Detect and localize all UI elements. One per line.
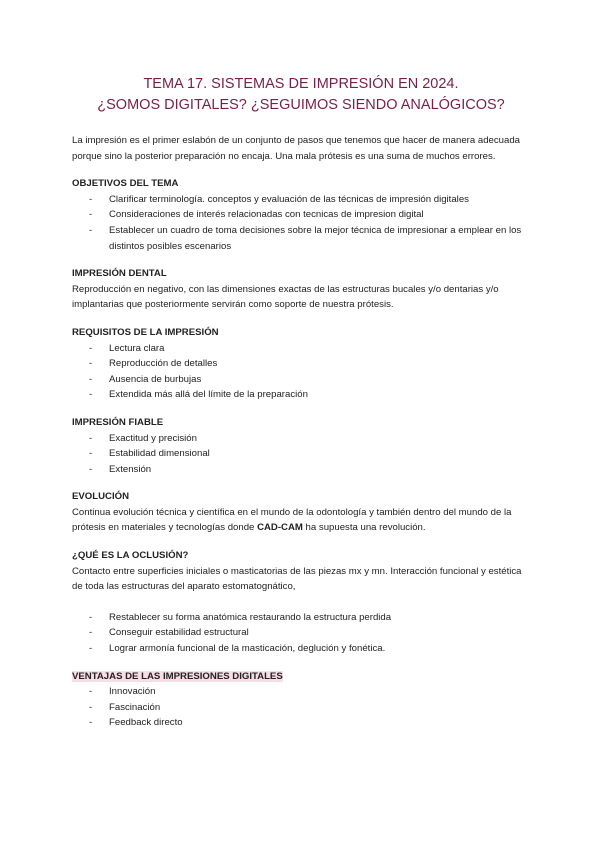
list-item: [72, 446, 530, 462]
page-title: [72, 74, 530, 116]
dash-bullet: -: [89, 193, 93, 205]
section-fiable: [72, 415, 530, 477]
section-evolucion: [72, 489, 530, 536]
dash-bullet: -: [89, 209, 93, 221]
intro-paragraph: La impresión es el primer eslabón de un conjunto de pasos que tenemos que hacer de manera adecuada porque sino la posterior preparación no encaja. Una mala prótesis es una suma de muchos errores.: [72, 135, 521, 162]
section-heading: REQUISITOS DE LA IMPRESIÓN: [72, 326, 219, 338]
section-heading: IMPRESIÓN FIABLE: [72, 416, 164, 428]
list-item-text: Lograr armonía funcional de la masticación, deglución y fonética.: [109, 643, 386, 655]
bullet-list: [72, 684, 530, 731]
title-line-2: ¿SOMOS DIGITALES? ¿SEGUIMOS SIENDO ANALÓGICOS?: [97, 97, 505, 113]
blank-line: [72, 595, 530, 610]
list-item: [72, 641, 530, 657]
dash-bullet: -: [89, 373, 93, 385]
list-item-text: Extendida más allá del límite de la preparación: [109, 389, 308, 401]
dash-bullet: -: [89, 448, 93, 460]
evolucion-text-after: ha supuesta una revolución.: [302, 522, 426, 534]
list-item-text: Restablecer su forma anatómica restaurando la estructura perdida: [109, 611, 392, 623]
section-requisitos: [72, 325, 530, 403]
highlighted-heading: VENTAJAS DE LAS IMPRESIONES DIGITALES: [72, 670, 283, 682]
list-item: [72, 684, 530, 700]
section-heading: OBJETIVOS DEL TEMA: [72, 178, 179, 190]
section-heading: IMPRESIÓN DENTAL: [72, 268, 167, 280]
bullet-list: [72, 431, 530, 478]
bullet-list: [72, 341, 530, 403]
title-line-1: TEMA 17. SISTEMAS DE IMPRESIÓN EN 2024.: [143, 76, 459, 92]
section-heading: [72, 669, 530, 685]
evolucion-text-before: Continua evolución técnica y científica en el mundo de la odontología y también dentro del mundo de la prótesis en materiales y tecnologías donde: [72, 506, 512, 534]
list-item: [72, 625, 530, 641]
list-item-text: Clarificar terminología. conceptos y evaluación de las técnicas de impresión digitales: [109, 193, 469, 205]
list-item-text: Lectura clara: [109, 342, 165, 354]
list-item-text: Reproducción de detalles: [109, 358, 218, 370]
list-item: [72, 207, 530, 223]
list-item: [72, 610, 530, 626]
dash-bullet: -: [89, 686, 93, 698]
dash-bullet: -: [89, 358, 93, 370]
list-item: [72, 715, 530, 731]
list-item-text: Innovación: [109, 686, 156, 698]
list-item-text: Conseguir estabilidad estructural: [109, 627, 249, 639]
dash-bullet: -: [89, 463, 93, 475]
dash-bullet: -: [89, 627, 93, 639]
dash-bullet: -: [89, 432, 93, 444]
bullet-list: [72, 192, 530, 254]
section-heading: EVOLUCIÓN: [72, 491, 130, 503]
dash-bullet: -: [89, 611, 93, 623]
dash-bullet: -: [89, 643, 93, 655]
list-item: [72, 387, 530, 403]
dash-bullet: -: [89, 224, 93, 236]
list-item: [72, 462, 530, 478]
list-item: [72, 192, 530, 208]
section-impresion-dental: [72, 266, 530, 313]
dash-bullet: -: [89, 342, 93, 354]
list-item: [72, 341, 530, 357]
list-item-text: Ausencia de burbujas: [109, 373, 202, 385]
list-item: [72, 372, 530, 388]
section-ventajas: [72, 669, 530, 731]
list-item: [72, 700, 530, 716]
section-objetivos: [72, 176, 530, 254]
list-item-text: Extensión: [109, 463, 152, 475]
dash-bullet: -: [89, 701, 93, 713]
list-item-text: Exactitud y precisión: [109, 432, 197, 444]
dash-bullet: -: [89, 717, 93, 729]
list-item-text: Establecer un cuadro de toma decisiones sobre la mejor técnica de impresionar a emplear en los distintos posibles escenarios: [109, 224, 522, 252]
dash-bullet: -: [89, 389, 93, 401]
list-item: [72, 431, 530, 447]
section-heading: ¿QUÉ ES LA OCLUSIÓN?: [72, 550, 189, 562]
section-paragraph: Reproducción en negativo, con las dimensiones exactas de las estructuras bucales y/o dentarias y/o implantarias que posteriormente servirán como soporte de nuestra prótesis.: [72, 283, 499, 311]
list-item-text: Feedback directo: [109, 717, 183, 729]
list-item: [72, 356, 530, 372]
bullet-list: [72, 610, 530, 657]
section-oclusion: [72, 548, 530, 657]
cad-cam-term: CAD-CAM: [257, 522, 303, 534]
list-item-text: Estabilidad dimensional: [109, 448, 210, 460]
list-item-text: Consideraciones de interés relacionadas con tecnicas de impresion digital: [109, 209, 424, 221]
section-paragraph: Contacto entre superficies iniciales o masticatorias de las piezas mx y mn. Interacción funcional y estética de toda las estructuras del aparato estomatognático,: [72, 565, 522, 593]
list-item-text: Fascinación: [109, 701, 161, 713]
list-item: [72, 223, 530, 254]
section-paragraph: [72, 505, 530, 536]
